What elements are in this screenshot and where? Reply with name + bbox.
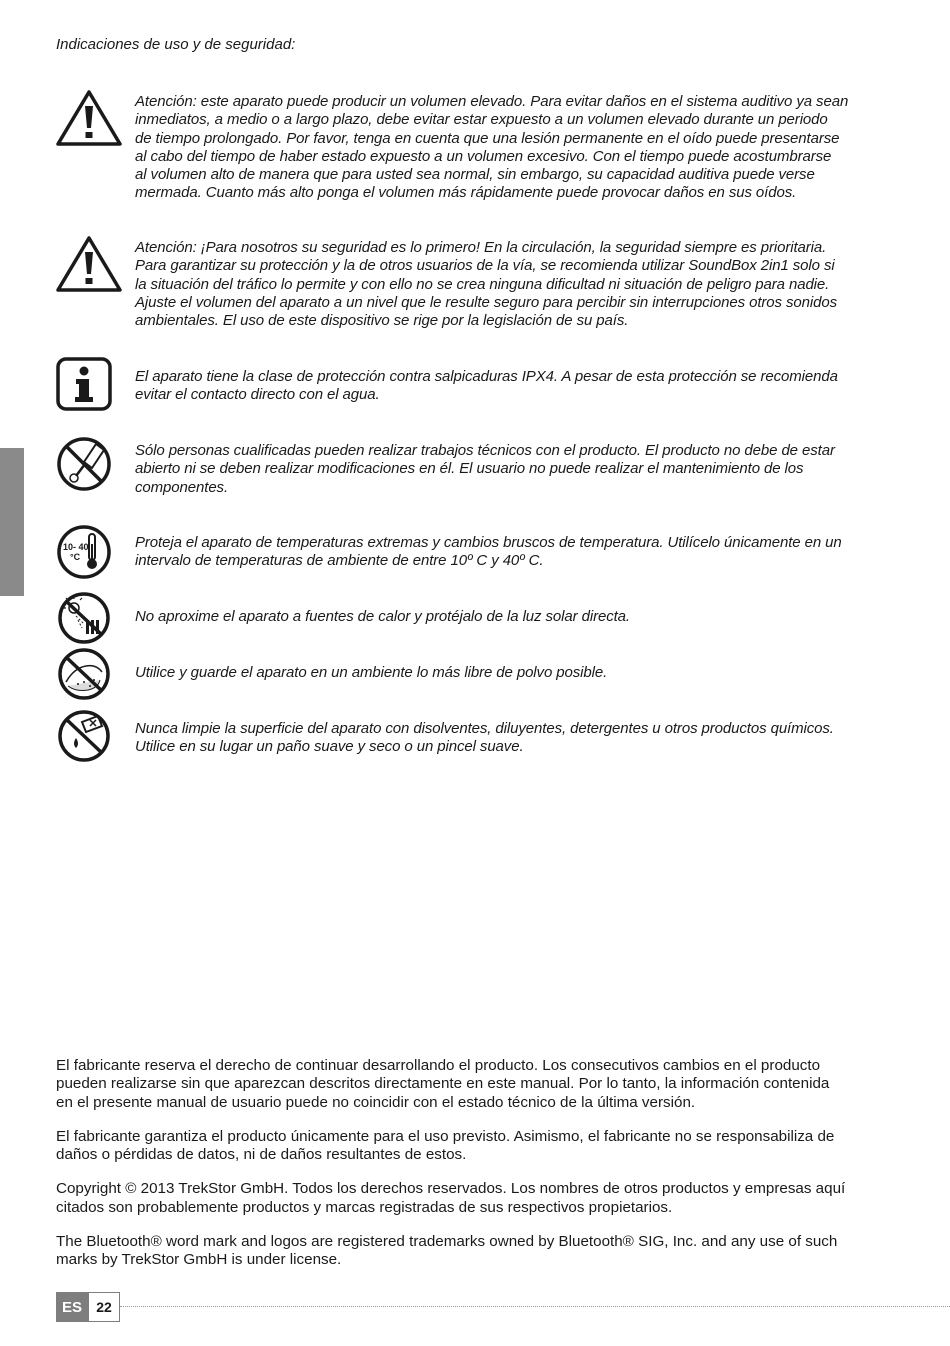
- text-line: pueden realizarse sin que aparezcan descritos directamente en este manual. Por lo tanto, la información contenida: [56, 1075, 830, 1093]
- text-line: la situación del tráfico lo permite y con ello no se crea ninguna dificultad ni situación de peligro para nadie.: [135, 275, 830, 293]
- text-line: mermada. Cuanto más alto ponga el volumen más rápidamente puede provocar daños en sus oídos.: [135, 184, 797, 202]
- text-line: El fabricante reserva el derecho de continuar desarrollando el producto. Los consecutivos cambios en el producto: [56, 1057, 821, 1074]
- text-line: El fabricante garantiza el producto únicamente para el uso previsto. Asimismo, el fabricante no se responsabiliza de: [56, 1127, 835, 1145]
- text-line: Utilice en su lugar un paño suave y seco o un pincel suave.: [135, 738, 524, 756]
- footer-paragraph: [56, 1057, 896, 1112]
- text-line: The Bluetooth® word mark and logos are registered trademarks owned by Bluetooth® SIG, Inc. and any use of such: [56, 1233, 838, 1251]
- section-heading: Indicaciones de uso y de seguridad:: [56, 36, 296, 53]
- text-line: Ajuste el volumen del aparato a un nivel que le resulte seguro para percibir sin interrupciones otros sonidos: [135, 293, 838, 311]
- text-line: en el presente manual de usuario puede no coincidir con el estado técnico de la última versión.: [56, 1093, 696, 1111]
- text-line: intervalo de temperaturas de ambiente de entre 10º C y 40º C.: [135, 552, 544, 570]
- thermometer-label-unit: °C: [70, 552, 81, 562]
- text-line: Para garantizar su protección y la de otros usuarios de la vía, se recomienda utilizar SoundBox 2in1 solo si: [135, 257, 835, 275]
- text-line: marks by TrekStor GmbH is under license.: [56, 1251, 342, 1269]
- text-line: componentes.: [135, 478, 229, 496]
- thermometer-icon: [54, 522, 114, 587]
- footer-paragraph: [56, 1233, 896, 1270]
- footer-paragraph: [56, 1180, 896, 1217]
- text-line: al volumen alto de manera que para usted sea normal, sin embargo, su capacidad auditiva puede verse: [135, 166, 815, 184]
- footer-dotted-rule: [120, 1306, 950, 1307]
- footer-paragraph: [56, 1128, 896, 1165]
- info-icon: [54, 356, 114, 419]
- no-screwdriver-icon: [54, 434, 114, 499]
- text-line: ambientales. El uso de este dispositivo se rige por la legislación de su país.: [135, 312, 629, 330]
- warning-icon: [54, 88, 124, 153]
- text-line: Nunca limpie la superficie del aparato con disolventes, diluyentes, detergentes u otros productos químicos.: [135, 720, 834, 737]
- page-number: 22: [88, 1292, 120, 1322]
- text-line: Utilice y guarde el aparato en un ambiente lo más libre de polvo posible.: [135, 664, 608, 681]
- text-line: citados son probablemente productos y marcas registradas de sus respectivos propietarios.: [56, 1198, 673, 1216]
- warning-icon: [54, 234, 124, 299]
- text-line: de tiempo prolongado. Por favor, tenga en cuenta que una lesión permanente en el oído puede presentarse: [135, 129, 840, 147]
- no-dust-icon: [54, 646, 114, 707]
- text-line: No aproxime el aparato a fuentes de calor y protéjalo de la luz solar directa.: [135, 608, 630, 625]
- text-line: al cabo del tiempo de haber estado expuesto a un volumen excesivo. Con el tiempo puede acostumbrarse: [135, 147, 832, 165]
- text-line: Proteja el aparato de temperaturas extremas y cambios bruscos de temperatura. Utilícelo únicamente en un: [135, 534, 842, 551]
- text-line: Sólo personas cualificadas pueden realizar trabajos técnicos con el producto. El producto no debe de estar: [135, 442, 835, 459]
- text-line: Atención: este aparato puede producir un volumen elevado. Para evitar daños en el sistema auditivo ya sean: [135, 93, 849, 110]
- text-line: evitar el contacto directo con el agua.: [135, 386, 380, 404]
- footer-notes: [56, 1057, 896, 1286]
- no-chemicals-icon: [54, 708, 114, 769]
- text-line: Atención: ¡Para nosotros su seguridad es lo primero! En la circulación, la seguridad siempre es prioritaria.: [135, 239, 827, 256]
- text-line: Copyright © 2013 TrekStor GmbH. Todos los derechos reservados. Los nombres de otros productos y empresas aquí: [56, 1180, 846, 1198]
- text-line: inmediatos, a medio o a largo plazo, debe evitar estar expuesto a un volumen elevado durante un periodo: [135, 111, 828, 129]
- text-line: abierto ni se deben realizar modificaciones en él. El usuario no puede realizar el mantenimiento de los: [135, 460, 804, 478]
- text-line: daños o pérdidas de datos, ni de daños resultantes de estos.: [56, 1146, 467, 1164]
- text-line: El aparato tiene la clase de protección contra salpicaduras IPX4. A pesar de esta protección se recomienda: [135, 368, 838, 385]
- side-tab-marker: [0, 448, 24, 596]
- no-heat-sun-icon: [54, 590, 114, 651]
- language-badge: ES: [56, 1292, 88, 1322]
- thermometer-label-range: 10- 40: [63, 542, 89, 552]
